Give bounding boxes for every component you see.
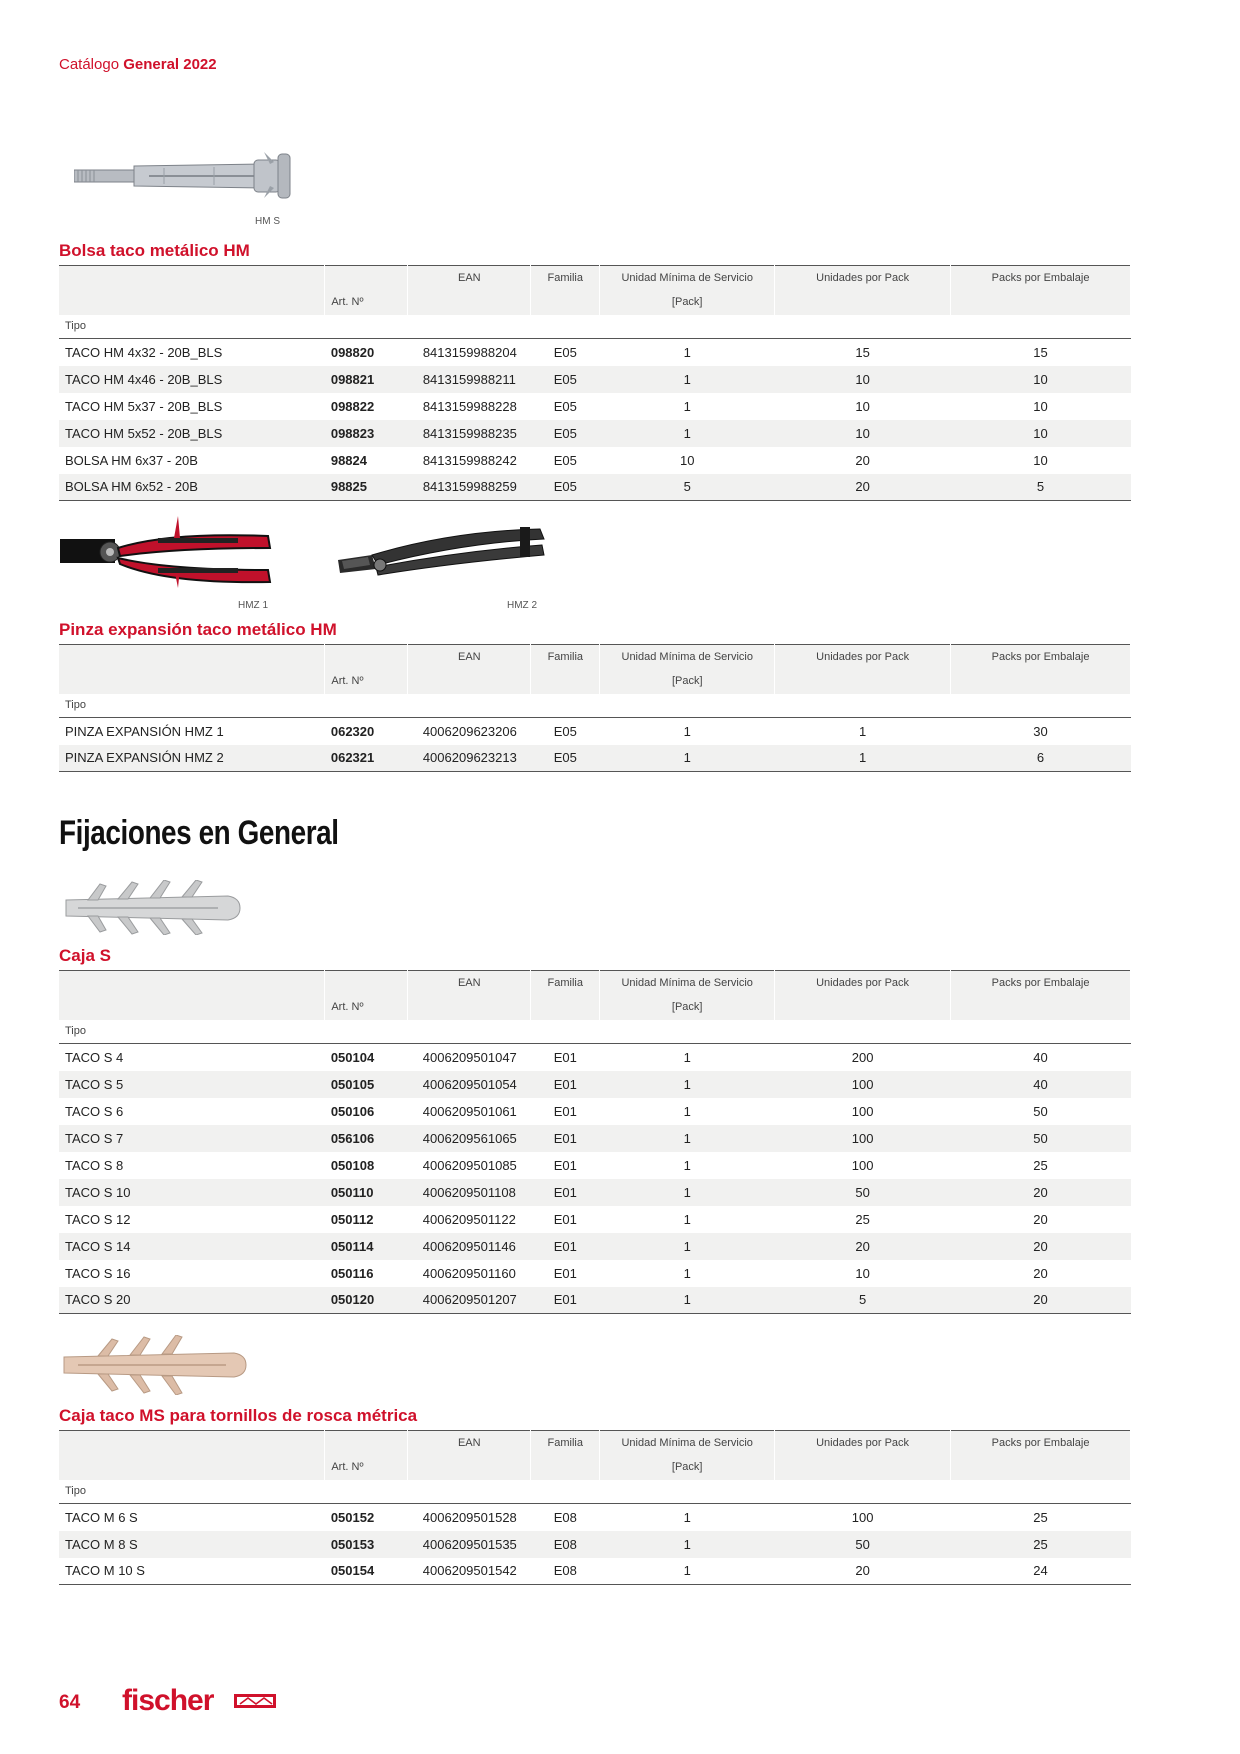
cell-art: 050112 bbox=[330, 1211, 374, 1227]
cell-ums: 1 bbox=[600, 1179, 775, 1206]
cell-art: 050110 bbox=[325, 1179, 408, 1206]
cell-ean: 4006209501054 bbox=[408, 1071, 531, 1098]
col-packs: Packs por Embalaje bbox=[951, 1431, 1131, 1455]
hm-s-caption: HM S bbox=[255, 216, 280, 227]
col-tipo: Tipo bbox=[59, 1020, 325, 1044]
cell-unidades: 20 bbox=[775, 1233, 951, 1260]
col-unidades: Unidades por Pack bbox=[775, 971, 951, 995]
table-body bbox=[59, 1504, 1131, 1585]
table-row bbox=[59, 718, 1131, 745]
cell-familia: E05 bbox=[531, 474, 600, 501]
col-ums-pack: [Pack] bbox=[600, 1455, 775, 1480]
catalog-header-bold: General 2022 bbox=[123, 56, 217, 73]
cell-packs: 10 bbox=[1033, 452, 1048, 468]
cell-packs: 10 bbox=[951, 420, 1131, 447]
table-row bbox=[59, 1125, 1131, 1152]
cell-familia: E05 bbox=[553, 398, 577, 414]
catalog-header bbox=[59, 56, 217, 73]
cell-art: 062320 bbox=[330, 723, 375, 739]
cell-unidades: 1 bbox=[775, 745, 951, 772]
cell-packs: 20 bbox=[951, 1179, 1131, 1206]
cell-art: 098820 bbox=[330, 344, 375, 360]
table-row bbox=[59, 1504, 1131, 1531]
col-ums: Unidad Mínima de Servicio bbox=[600, 645, 775, 669]
cell-tipo: TACO M 8 S bbox=[59, 1531, 325, 1558]
cell-ean: 4006209501160 bbox=[422, 1265, 516, 1281]
cell-tipo: TACO HM 4x46 - 20B_BLS bbox=[59, 366, 325, 393]
table-row bbox=[59, 1233, 1131, 1260]
cell-ean: 4006209501085 bbox=[422, 1157, 517, 1173]
col-ums: Unidad Mínima de Servicio bbox=[600, 1431, 775, 1455]
col-ean: EAN bbox=[408, 971, 531, 995]
cell-ums: 1 bbox=[600, 1071, 775, 1098]
cell-ums: 1 bbox=[683, 1103, 691, 1119]
cell-ums: 1 bbox=[600, 1287, 775, 1314]
cell-tipo: TACO HM 5x37 - 20B_BLS bbox=[65, 398, 223, 414]
col-familia: Familia bbox=[531, 971, 600, 995]
cell-tipo: TACO S 6 bbox=[65, 1103, 124, 1119]
cell-ums: 1 bbox=[683, 1265, 691, 1281]
col-packs: Packs por Embalaje bbox=[951, 266, 1131, 290]
cell-ean: 4006209501207 bbox=[408, 1287, 531, 1314]
col-packs: Packs por Embalaje bbox=[951, 971, 1131, 995]
cell-unidades: 200 bbox=[851, 1049, 874, 1065]
cell-packs: 15 bbox=[1033, 344, 1048, 360]
cell-art: 98825 bbox=[325, 474, 408, 501]
cell-ean: 8413159988211 bbox=[408, 366, 531, 393]
cell-art: 050120 bbox=[325, 1287, 408, 1314]
table-row bbox=[59, 1098, 1131, 1125]
col-unidades: Unidades por Pack bbox=[775, 266, 951, 290]
fischer-badge-icon bbox=[234, 1693, 276, 1709]
cell-ean: 8413159988204 bbox=[422, 344, 517, 360]
cell-ums: 1 bbox=[683, 1509, 691, 1525]
cell-art: 098823 bbox=[325, 420, 408, 447]
cell-ums: 1 bbox=[600, 366, 775, 393]
cell-unidades: 10 bbox=[775, 420, 951, 447]
cell-ean: 4006209501146 bbox=[408, 1233, 531, 1260]
cell-ums: 1 bbox=[683, 1049, 691, 1065]
cell-ean: 4006209501542 bbox=[408, 1558, 531, 1585]
col-ums-pack: [Pack] bbox=[600, 290, 775, 315]
cell-packs: 30 bbox=[1033, 723, 1048, 739]
cell-ums: 1 bbox=[600, 745, 775, 772]
cell-ums: 1 bbox=[600, 1125, 775, 1152]
cell-familia: E08 bbox=[531, 1531, 600, 1558]
cell-ums: 1 bbox=[600, 1531, 775, 1558]
cell-art: 050153 bbox=[325, 1531, 408, 1558]
cell-tipo: TACO M 6 S bbox=[65, 1509, 138, 1525]
cell-ums: 1 bbox=[683, 1157, 691, 1173]
cell-familia: E01 bbox=[531, 1125, 600, 1152]
col-ums: Unidad Mínima de Servicio bbox=[600, 971, 775, 995]
col-art: Art. Nº bbox=[325, 1455, 408, 1480]
col-tipo: Tipo bbox=[59, 315, 325, 339]
cell-tipo: TACO S 16 bbox=[65, 1265, 131, 1281]
cell-ean: 4006209501528 bbox=[422, 1509, 517, 1525]
cell-art: 050104 bbox=[330, 1049, 375, 1065]
cell-unidades: 1 bbox=[859, 723, 867, 739]
col-ean: EAN bbox=[408, 645, 531, 669]
cell-tipo: TACO M 10 S bbox=[59, 1558, 325, 1585]
hmz1-caption: HMZ 1 bbox=[238, 600, 268, 611]
col-packs: Packs por Embalaje bbox=[951, 645, 1131, 669]
cell-unidades: 100 bbox=[851, 1157, 874, 1173]
cell-tipo: TACO S 4 bbox=[65, 1049, 124, 1065]
cell-ean: 4006209501122 bbox=[422, 1211, 516, 1227]
cell-tipo: TACO S 14 bbox=[59, 1233, 325, 1260]
cell-art: 98824 bbox=[330, 452, 367, 468]
cell-art: 050116 bbox=[330, 1265, 374, 1281]
cell-packs: 25 bbox=[1033, 1157, 1048, 1173]
page-heading: Fijaciones en General bbox=[59, 814, 339, 852]
cell-familia: E01 bbox=[553, 1211, 577, 1227]
hmz2-caption: HMZ 2 bbox=[507, 600, 537, 611]
cell-ean: 8413159988259 bbox=[408, 474, 531, 501]
cell-unidades: 100 bbox=[851, 1103, 874, 1119]
cell-unidades: 50 bbox=[775, 1531, 951, 1558]
cell-packs: 5 bbox=[951, 474, 1131, 501]
cell-familia: E01 bbox=[531, 1233, 600, 1260]
cell-tipo: TACO HM 4x32 - 20B_BLS bbox=[65, 344, 223, 360]
cell-art: 050108 bbox=[330, 1157, 375, 1173]
col-tipo: Tipo bbox=[59, 1480, 325, 1504]
section-title-caja-s: Caja S bbox=[59, 946, 111, 965]
cell-familia: E05 bbox=[553, 344, 577, 360]
col-tipo: Tipo bbox=[59, 694, 325, 718]
col-art: Art. Nº bbox=[325, 290, 408, 315]
cell-art: 050106 bbox=[330, 1103, 375, 1119]
page-number: 64 bbox=[59, 1692, 81, 1713]
cell-familia: E05 bbox=[531, 745, 600, 772]
cell-unidades: 10 bbox=[775, 366, 951, 393]
cell-ums: 1 bbox=[600, 420, 775, 447]
cell-tipo: TACO HM 5x52 - 20B_BLS bbox=[59, 420, 325, 447]
s-plug-image bbox=[58, 880, 243, 935]
cell-ean: 8413159988235 bbox=[408, 420, 531, 447]
cell-familia: E01 bbox=[531, 1179, 600, 1206]
col-ean: EAN bbox=[408, 1431, 531, 1455]
ms-plug-image bbox=[58, 1335, 248, 1395]
table-row bbox=[59, 1260, 1131, 1287]
cell-ean: 8413159988242 bbox=[422, 452, 517, 468]
cell-unidades: 10 bbox=[855, 398, 870, 414]
col-art: Art. Nº bbox=[325, 669, 408, 694]
cell-packs: 50 bbox=[951, 1125, 1131, 1152]
cell-art: 050105 bbox=[325, 1071, 408, 1098]
table-row bbox=[59, 1071, 1131, 1098]
cell-packs: 20 bbox=[1033, 1211, 1048, 1227]
cell-packs: 20 bbox=[951, 1233, 1131, 1260]
cell-unidades: 25 bbox=[855, 1211, 870, 1227]
table-row bbox=[59, 1206, 1131, 1233]
cell-familia: E01 bbox=[553, 1049, 577, 1065]
table-row bbox=[59, 339, 1131, 366]
table-row bbox=[59, 447, 1131, 474]
cell-tipo: TACO S 10 bbox=[59, 1179, 325, 1206]
section-title-pinza-hm: Pinza expansión taco metálico HM bbox=[59, 620, 337, 639]
cell-ums: 1 bbox=[683, 398, 691, 414]
cell-packs: 50 bbox=[1033, 1103, 1048, 1119]
cell-packs: 20 bbox=[951, 1287, 1131, 1314]
catalog-header-prefix: Catálogo bbox=[59, 56, 120, 73]
col-ums-pack: [Pack] bbox=[600, 669, 775, 694]
cell-packs: 40 bbox=[1033, 1049, 1048, 1065]
table-caja-s bbox=[59, 970, 1131, 1314]
cell-ean: 8413159988228 bbox=[422, 398, 517, 414]
table-row bbox=[59, 1179, 1131, 1206]
table-row bbox=[59, 366, 1131, 393]
col-familia: Familia bbox=[531, 266, 600, 290]
col-familia: Familia bbox=[531, 1431, 600, 1455]
cell-ums: 1 bbox=[600, 1558, 775, 1585]
cell-familia: E01 bbox=[553, 1157, 577, 1173]
cell-art: 098822 bbox=[330, 398, 375, 414]
cell-art: 056106 bbox=[325, 1125, 408, 1152]
cell-tipo: TACO S 5 bbox=[59, 1071, 325, 1098]
cell-tipo: TACO S 12 bbox=[65, 1211, 131, 1227]
cell-unidades: 15 bbox=[855, 344, 870, 360]
table-row bbox=[59, 474, 1131, 501]
cell-familia: E05 bbox=[531, 366, 600, 393]
fischer-logo: fischer bbox=[122, 1684, 214, 1717]
cell-unidades: 10 bbox=[855, 1265, 870, 1281]
table-row bbox=[59, 420, 1131, 447]
hmz2-pliers-image bbox=[332, 525, 547, 590]
cell-familia: E05 bbox=[553, 723, 577, 739]
col-ean: EAN bbox=[408, 266, 531, 290]
table-row bbox=[59, 393, 1131, 420]
table-caja-ms bbox=[59, 1430, 1131, 1585]
cell-art: 098821 bbox=[325, 366, 408, 393]
hmz1-pliers-image bbox=[58, 512, 273, 592]
col-unidades: Unidades por Pack bbox=[775, 1431, 951, 1455]
col-ums-pack: [Pack] bbox=[600, 995, 775, 1020]
hm-s-anchor-image bbox=[74, 150, 304, 200]
cell-tipo: PINZA EXPANSIÓN HMZ 2 bbox=[59, 745, 325, 772]
cell-packs: 25 bbox=[1033, 1509, 1048, 1525]
cell-familia: E01 bbox=[553, 1265, 577, 1281]
table-row bbox=[59, 1287, 1131, 1314]
cell-familia: E01 bbox=[531, 1287, 600, 1314]
cell-packs: 40 bbox=[951, 1071, 1131, 1098]
cell-ean: 4006209501535 bbox=[408, 1531, 531, 1558]
cell-familia: E01 bbox=[553, 1103, 577, 1119]
cell-unidades: 5 bbox=[775, 1287, 951, 1314]
cell-unidades: 100 bbox=[775, 1125, 951, 1152]
cell-tipo: PINZA EXPANSIÓN HMZ 1 bbox=[65, 723, 224, 739]
cell-ums: 5 bbox=[600, 474, 775, 501]
cell-packs: 10 bbox=[1033, 398, 1048, 414]
cell-familia: E05 bbox=[531, 420, 600, 447]
cell-familia: E08 bbox=[553, 1509, 577, 1525]
cell-familia: E08 bbox=[531, 1558, 600, 1585]
cell-tipo: TACO S 7 bbox=[59, 1125, 325, 1152]
cell-familia: E01 bbox=[531, 1071, 600, 1098]
cell-ean: 4006209501047 bbox=[422, 1049, 517, 1065]
table-row bbox=[59, 1558, 1131, 1585]
cell-tipo: TACO S 20 bbox=[59, 1287, 325, 1314]
cell-ums: 1 bbox=[683, 344, 691, 360]
table-row bbox=[59, 745, 1131, 772]
section-title-caja-ms: Caja taco MS para tornillos de rosca métrica bbox=[59, 1406, 418, 1425]
cell-familia: E05 bbox=[553, 452, 577, 468]
cell-ean: 4006209501108 bbox=[408, 1179, 531, 1206]
col-unidades: Unidades por Pack bbox=[775, 645, 951, 669]
col-familia: Familia bbox=[531, 645, 600, 669]
cell-packs: 10 bbox=[951, 366, 1131, 393]
cell-ean: 4006209623206 bbox=[422, 723, 517, 739]
cell-ean: 4006209561065 bbox=[408, 1125, 531, 1152]
cell-ums: 1 bbox=[600, 1233, 775, 1260]
cell-ums: 10 bbox=[679, 452, 695, 468]
table-pinza-hm bbox=[59, 644, 1131, 772]
cell-art: 050152 bbox=[330, 1509, 375, 1525]
cell-ums: 1 bbox=[683, 1211, 691, 1227]
cell-packs: 25 bbox=[951, 1531, 1131, 1558]
table-bolsa-hm bbox=[59, 265, 1131, 501]
cell-art: 050114 bbox=[325, 1233, 408, 1260]
cell-packs: 20 bbox=[1033, 1265, 1048, 1281]
cell-unidades: 20 bbox=[775, 474, 951, 501]
table-row bbox=[59, 1152, 1131, 1179]
table-body bbox=[59, 1044, 1131, 1314]
cell-unidades: 100 bbox=[775, 1071, 951, 1098]
cell-ean: 4006209501061 bbox=[422, 1103, 517, 1119]
cell-unidades: 20 bbox=[775, 1558, 951, 1585]
cell-packs: 24 bbox=[951, 1558, 1131, 1585]
table-body bbox=[59, 339, 1131, 501]
cell-ums: 1 bbox=[683, 723, 691, 739]
cell-unidades: 20 bbox=[855, 452, 870, 468]
cell-ean: 4006209623213 bbox=[408, 745, 531, 772]
cell-art: 050154 bbox=[325, 1558, 408, 1585]
cell-tipo: BOLSA HM 6x37 - 20B bbox=[65, 452, 198, 468]
cell-art: 062321 bbox=[325, 745, 408, 772]
col-art: Art. Nº bbox=[325, 995, 408, 1020]
col-ums: Unidad Mínima de Servicio bbox=[600, 266, 775, 290]
cell-packs: 6 bbox=[951, 745, 1131, 772]
table-row bbox=[59, 1044, 1131, 1071]
cell-tipo: TACO S 8 bbox=[65, 1157, 124, 1173]
cell-unidades: 100 bbox=[851, 1509, 874, 1525]
cell-unidades: 50 bbox=[775, 1179, 951, 1206]
section-title-bolsa-hm: Bolsa taco metálico HM bbox=[59, 241, 250, 260]
table-body bbox=[59, 718, 1131, 772]
table-row bbox=[59, 1531, 1131, 1558]
cell-tipo: BOLSA HM 6x52 - 20B bbox=[59, 474, 325, 501]
